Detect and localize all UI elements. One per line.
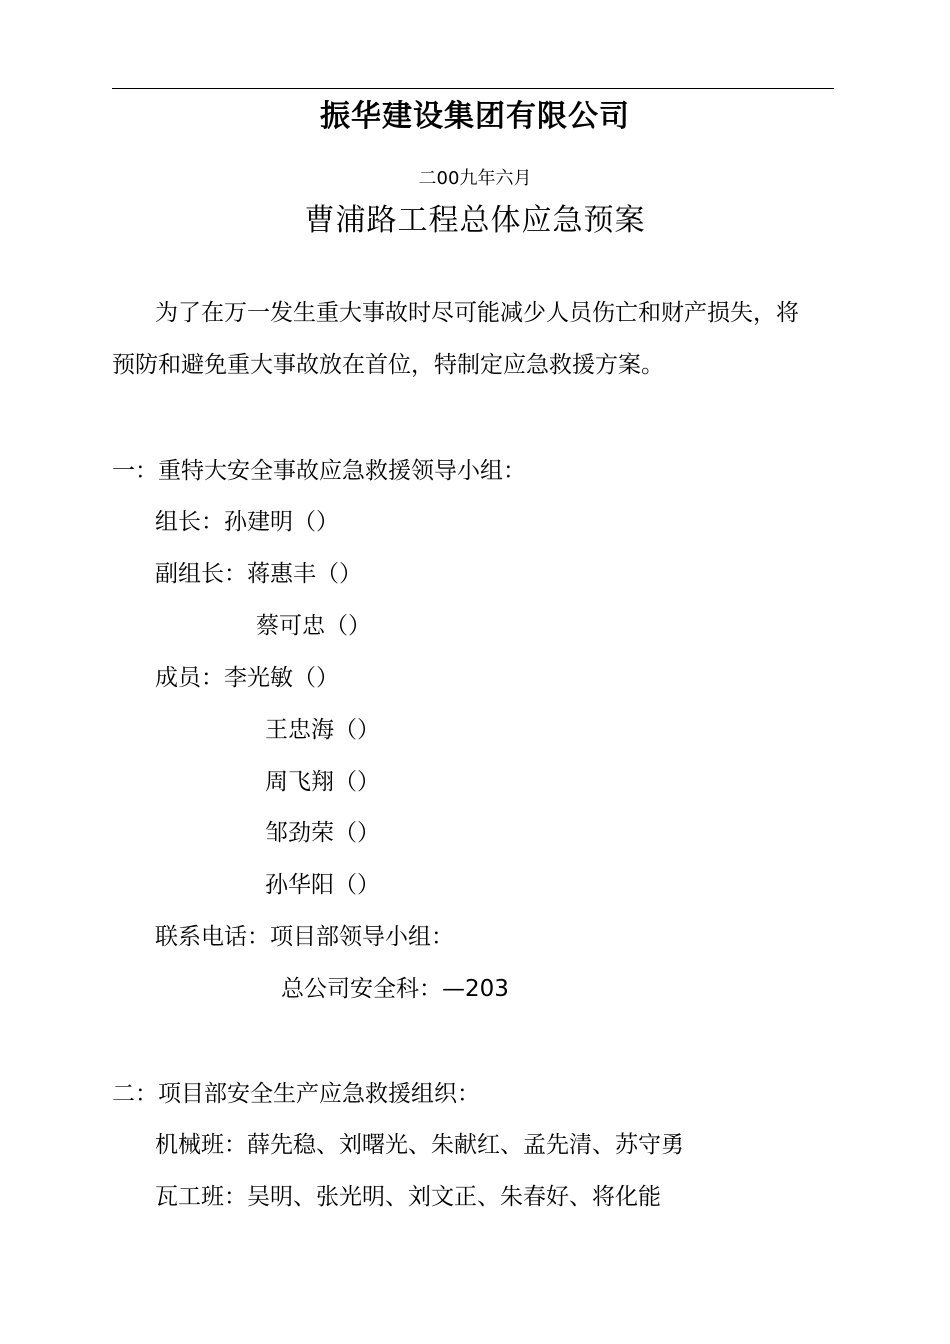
member-4: 邹劲荣（） [265, 820, 380, 846]
header-rule [112, 88, 834, 89]
document-title: 曹浦路工程总体应急预案 [304, 203, 646, 238]
section1-heading: 一：重特大安全事故应急救援领导小组： [112, 458, 526, 484]
member-1: 成员：李光敏（） [155, 665, 339, 691]
deputy-leader-2: 蔡可忠（） [256, 613, 371, 639]
company-name: 振华建设集团有限公司 [320, 99, 630, 134]
group-leader: 组长：孙建明（） [155, 509, 339, 535]
team-masonry: 瓦工班：吴明、张光明、刘文正、朱春好、将化能 [155, 1184, 661, 1210]
contact-value: 总公司安全科：—203 [281, 976, 509, 1002]
member-3: 周飞翔（） [265, 769, 380, 795]
team-machinery: 机械班：薛先稳、刘曙光、朱献红、孟先清、苏守勇 [155, 1132, 684, 1158]
contact-label: 联系电话：项目部领导小组： [155, 924, 454, 950]
member-2: 王忠海（） [265, 717, 380, 743]
member-5: 孙华阳（） [265, 872, 380, 898]
intro-line-1: 为了在万一发生重大事故时尽可能减少人员伤亡和财产损失，将 [155, 300, 799, 326]
deputy-leader-1: 副组长：蒋惠丰（） [155, 561, 362, 587]
document-date: 二00九年六月 [418, 168, 532, 189]
intro-line-2: 预防和避免重大事故放在首位，特制定应急救援方案。 [112, 352, 664, 378]
section2-heading: 二：项目部安全生产应急救援组织： [112, 1081, 480, 1107]
